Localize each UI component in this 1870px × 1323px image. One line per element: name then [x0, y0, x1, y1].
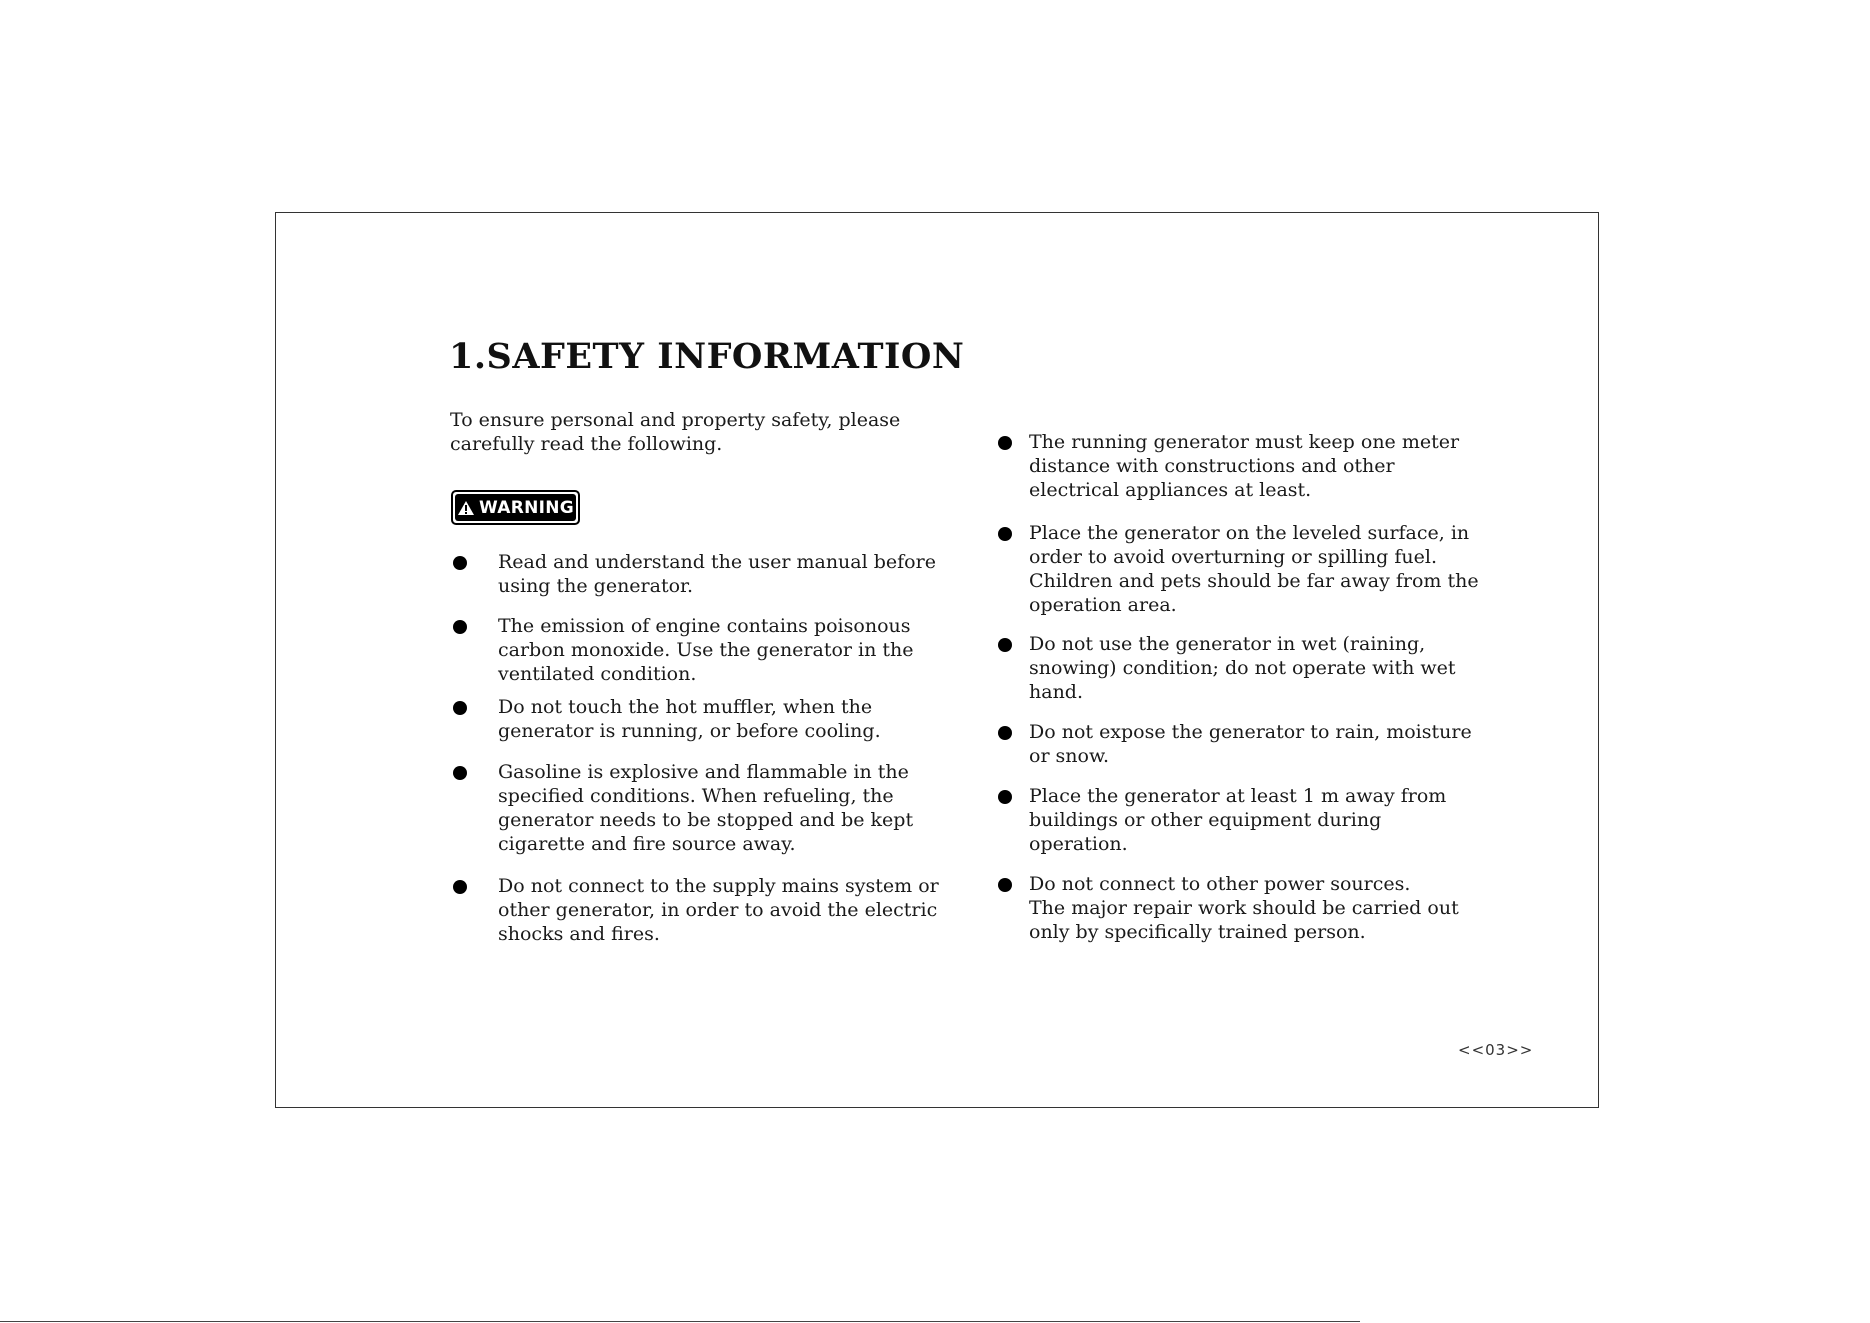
- bullet-icon: [453, 766, 467, 780]
- list-item-line: operation area.: [1029, 594, 1177, 616]
- bottom-divider: [0, 1321, 1360, 1322]
- bullet-icon: [998, 436, 1012, 450]
- list-item-line: distance with constructions and other: [1029, 455, 1395, 477]
- warning-label: WARNING: [478, 497, 575, 518]
- list-item-line: or snow.: [1029, 745, 1110, 767]
- list-item-line: buildings or other equipment during: [1029, 809, 1382, 831]
- list-item-line: Place the generator on the leveled surface, in: [1029, 522, 1470, 544]
- list-item-line: only by specifically trained person.: [1029, 921, 1366, 943]
- list-item-line: using the generator.: [498, 575, 694, 597]
- list-item-line: Read and understand the user manual before: [498, 551, 936, 573]
- list-item-line: operation.: [1029, 833, 1128, 855]
- intro-text: [450, 408, 950, 456]
- list-item-line: other generator, in order to avoid the electric: [498, 899, 938, 921]
- page-number: <<03>>: [1458, 1041, 1534, 1059]
- list-item-line: order to avoid overturning or spilling fuel.: [1029, 546, 1437, 568]
- list-item-line: ventilated condition.: [498, 663, 697, 685]
- list-item-line: Place the generator at least 1 m away from: [1029, 785, 1447, 807]
- list-item-line: generator is running, or before cooling.: [498, 720, 881, 742]
- bullet-icon: [453, 620, 467, 634]
- bullet-icon: [453, 556, 467, 570]
- intro-line: To ensure personal and property safety, please: [450, 409, 901, 431]
- list-item-line: Do not connect to other power sources.: [1029, 873, 1411, 895]
- bullet-icon: [998, 726, 1012, 740]
- bullet-icon: [998, 527, 1012, 541]
- list-item-line: specified conditions. When refueling, the: [498, 785, 894, 807]
- bullet-icon: [998, 878, 1012, 892]
- bullet-icon: [998, 790, 1012, 804]
- list-item-line: Do not touch the hot muffler, when the: [498, 696, 873, 718]
- list-item-line: Children and pets should be far away from the: [1029, 570, 1479, 592]
- list-item-line: snowing) condition; do not operate with wet: [1029, 657, 1456, 679]
- warning-triangle-icon: [457, 500, 475, 516]
- list-item-line: hand.: [1029, 681, 1084, 703]
- bullet-icon: [453, 880, 467, 894]
- list-item-line: carbon monoxide. Use the generator in the: [498, 639, 914, 661]
- intro-line: carefully read the following.: [450, 433, 723, 455]
- list-item-line: Do not expose the generator to rain, moisture: [1029, 721, 1472, 743]
- list-item-line: Do not connect to the supply mains system or: [498, 875, 939, 897]
- list-item-line: The running generator must keep one meter: [1029, 431, 1460, 453]
- list-item-line: Gasoline is explosive and flammable in the: [498, 761, 909, 783]
- list-item-line: shocks and fires.: [498, 923, 660, 945]
- list-item-line: electrical appliances at least.: [1029, 479, 1312, 501]
- list-item-line: Do not use the generator in wet (raining,: [1029, 633, 1426, 655]
- list-item-line: The major repair work should be carried out: [1029, 897, 1459, 919]
- bullet-icon: [453, 701, 467, 715]
- section-title: 1.SAFETY INFORMATION: [449, 336, 965, 377]
- warning-badge: [451, 490, 580, 525]
- list-item-line: cigarette and fire source away.: [498, 833, 796, 855]
- bullet-icon: [998, 638, 1012, 652]
- list-item-line: The emission of engine contains poisonous: [498, 615, 911, 637]
- list-item-line: generator needs to be stopped and be kept: [498, 809, 914, 831]
